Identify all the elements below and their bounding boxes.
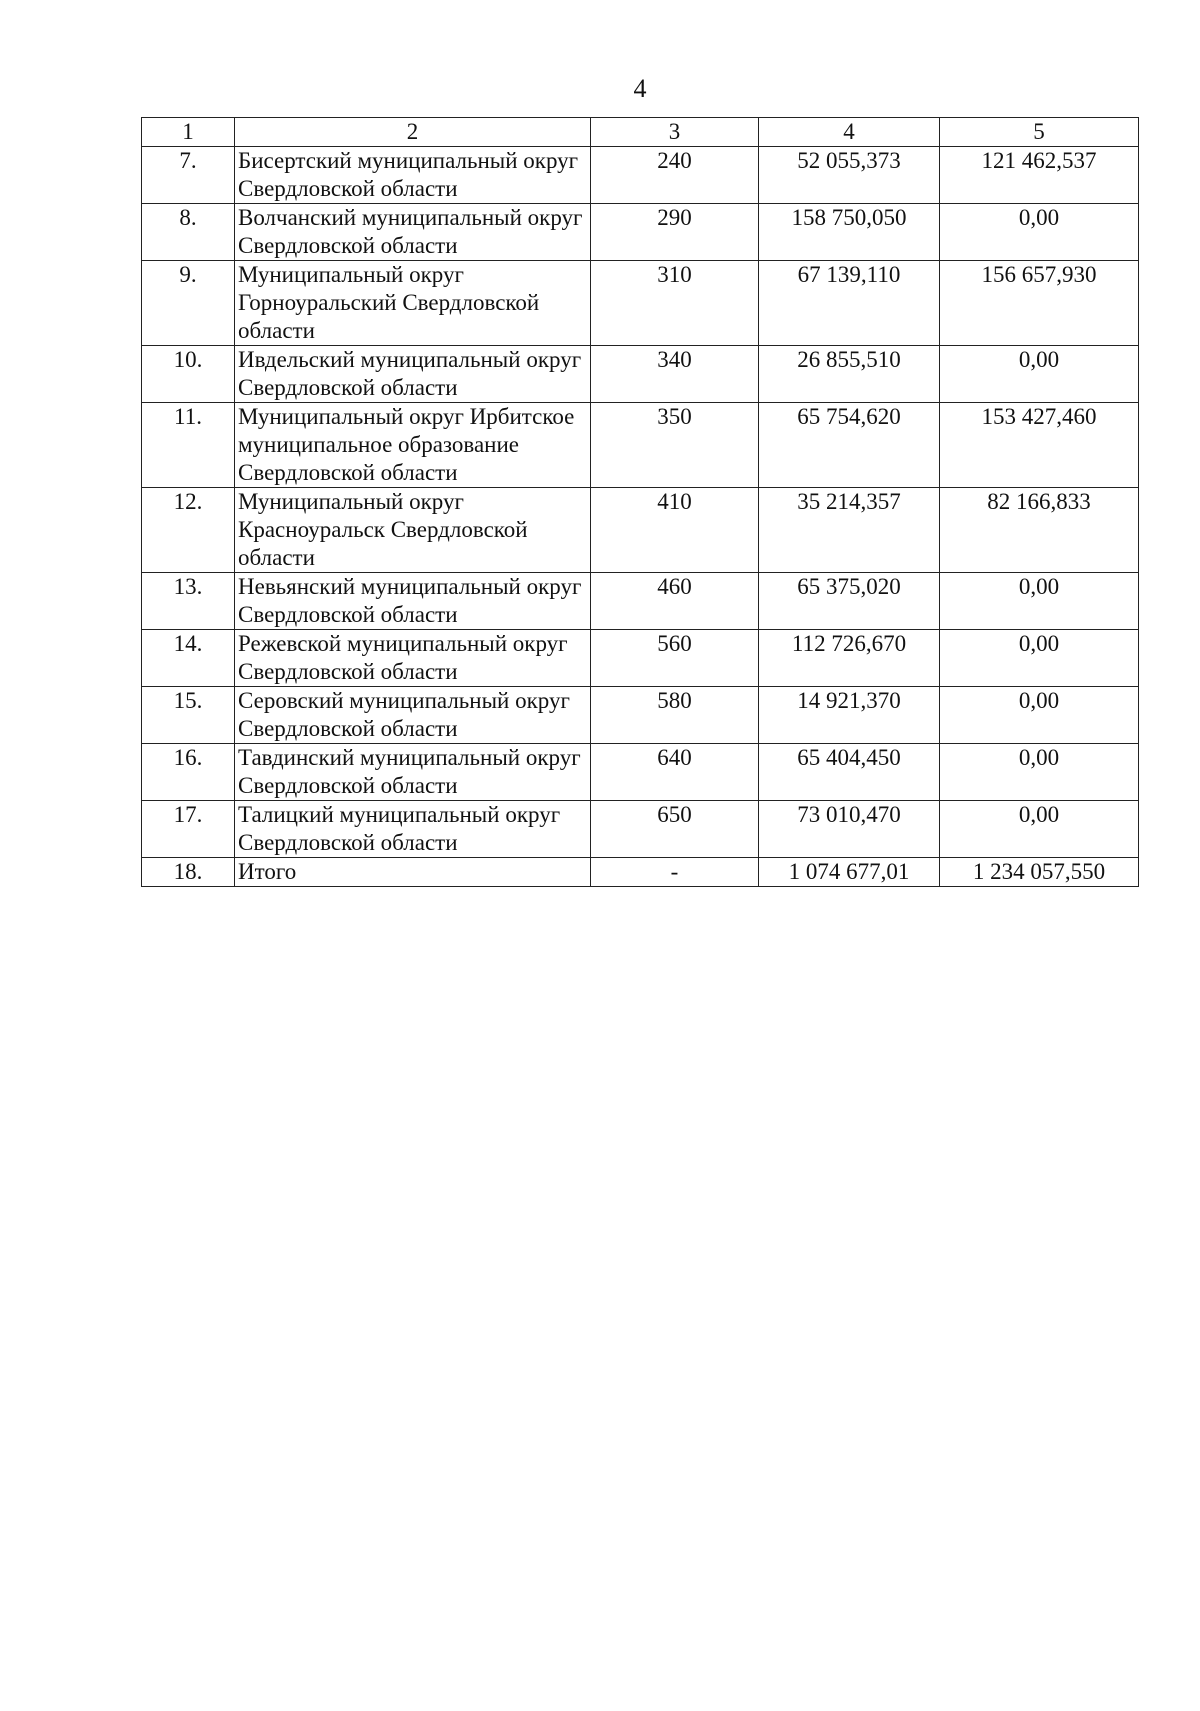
header-cell-5: 5 [940,118,1139,147]
total-col5: 1 234 057,550 [940,858,1139,887]
municipality-name: Муниципальный округ Ирбитское муниципальное образование Свердловской области [235,403,591,488]
row-number: 10. [142,346,235,403]
code-cell: 580 [591,687,759,744]
amount-col5: 0,00 [940,630,1139,687]
municipality-name: Ивдельский муниципальный округ Свердловской области [235,346,591,403]
municipality-name: Талицкий муниципальный округ Свердловской области [235,801,591,858]
row-number: 14. [142,630,235,687]
amount-col5: 0,00 [940,744,1139,801]
code-cell: 650 [591,801,759,858]
code-cell: 290 [591,204,759,261]
amount-col5: 0,00 [940,801,1139,858]
table-row [142,204,1139,261]
row-number: 17. [142,801,235,858]
code-cell: - [591,858,759,887]
row-number: 13. [142,573,235,630]
municipality-name: Режевской муниципальный округ Свердловской области [235,630,591,687]
amount-col5: 156 657,930 [940,261,1139,346]
amount-col4: 73 010,470 [759,801,940,858]
total-label: Итого [235,858,591,887]
table-row [142,744,1139,801]
data-table [141,117,1139,887]
municipality-name: Муниципальный округ Горноуральский Свердловской области [235,261,591,346]
code-cell: 410 [591,488,759,573]
amount-col4: 52 055,373 [759,147,940,204]
table-row [142,346,1139,403]
municipality-name: Волчанский муниципальный округ Свердловской области [235,204,591,261]
table-row [142,687,1139,744]
row-number: 16. [142,744,235,801]
row-number: 7. [142,147,235,204]
row-number: 18. [142,858,235,887]
amount-col5: 121 462,537 [940,147,1139,204]
municipality-name: Тавдинский муниципальный округ Свердловской области [235,744,591,801]
municipality-name: Бисертский муниципальный округ Свердловской области [235,147,591,204]
table-row [142,630,1139,687]
amount-col4: 65 754,620 [759,403,940,488]
table-row [142,261,1139,346]
amount-col4: 35 214,357 [759,488,940,573]
amount-col4: 65 375,020 [759,573,940,630]
row-number: 8. [142,204,235,261]
code-cell: 350 [591,403,759,488]
page-number: 4 [633,74,647,103]
amount-col5: 153 427,460 [940,403,1139,488]
table-row [142,147,1139,204]
table-total-row [142,858,1139,887]
amount-col4: 158 750,050 [759,204,940,261]
amount-col4: 14 921,370 [759,687,940,744]
amount-col5: 0,00 [940,346,1139,403]
code-cell: 460 [591,573,759,630]
municipality-name: Муниципальный округ Красноуральск Свердловской области [235,488,591,573]
total-col4: 1 074 677,01 [759,858,940,887]
amount-col4: 26 855,510 [759,346,940,403]
code-cell: 640 [591,744,759,801]
amount-col5: 0,00 [940,687,1139,744]
row-number: 12. [142,488,235,573]
municipality-name: Серовский муниципальный округ Свердловской области [235,687,591,744]
code-cell: 310 [591,261,759,346]
table-row [142,403,1139,488]
table-row [142,801,1139,858]
header-cell-2: 2 [235,118,591,147]
amount-col5: 0,00 [940,204,1139,261]
amount-col5: 82 166,833 [940,488,1139,573]
table-header-row [142,118,1139,147]
code-cell: 560 [591,630,759,687]
amount-col4: 67 139,110 [759,261,940,346]
row-number: 9. [142,261,235,346]
amount-col4: 112 726,670 [759,630,940,687]
header-cell-4: 4 [759,118,940,147]
code-cell: 240 [591,147,759,204]
header-cell-1: 1 [142,118,235,147]
row-number: 15. [142,687,235,744]
amount-col5: 0,00 [940,573,1139,630]
table-row [142,488,1139,573]
municipality-name: Невьянский муниципальный округ Свердловской области [235,573,591,630]
table-row [142,573,1139,630]
row-number: 11. [142,403,235,488]
amount-col4: 65 404,450 [759,744,940,801]
code-cell: 340 [591,346,759,403]
header-cell-3: 3 [591,118,759,147]
